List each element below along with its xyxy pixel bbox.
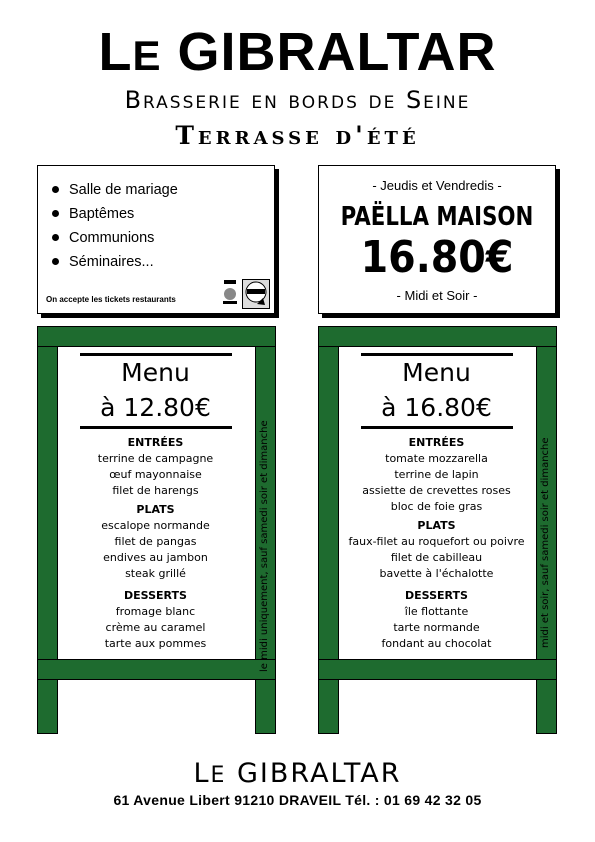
sign-rail-bottom (318, 659, 557, 680)
restaurant-title: LE GIBRALTAR (98, 22, 497, 82)
paella-days: - Jeudis et Vendredis - (372, 178, 502, 193)
tickets-note: On accepte les tickets restaurants (46, 295, 176, 304)
terrace-heading: Terrasse d'été (175, 121, 420, 150)
bullet-icon (52, 210, 59, 217)
service-item: Séminaires... (52, 254, 154, 270)
menu-item: tomate mozzarella (385, 452, 488, 465)
menu-item: steak grillé (125, 567, 186, 580)
services-box (37, 165, 275, 314)
menu-item: crème au caramel (105, 621, 206, 634)
bullet-icon (52, 234, 59, 241)
menu-price: à 16.80€ (381, 393, 492, 422)
menu-item: fondant au chocolat (381, 637, 492, 650)
bullet-icon (52, 258, 59, 265)
menu-price: à 12.80€ (100, 393, 211, 422)
section-heading: ENTRÉES (408, 436, 465, 449)
sign-rail-bottom (37, 659, 276, 680)
menu-item: terrine de lapin (394, 468, 479, 481)
sign-rail-top (318, 326, 557, 347)
menu-title: Menu (402, 358, 471, 387)
menu-item: île flottante (404, 605, 469, 618)
menu-item: endives au jambon (103, 551, 208, 564)
menu-item: tarte aux pommes (104, 637, 207, 650)
menu-rule (361, 426, 513, 429)
menu-item: filet de pangas (114, 535, 197, 548)
menu-item: fromage blanc (115, 605, 196, 618)
menu-rule (80, 353, 232, 356)
cheque-dejeuner-logo (242, 279, 270, 309)
paella-price: 16.80€ (360, 232, 514, 283)
menu-availability: le midi uniquement, sauf samedi soir et dimanche (259, 420, 270, 672)
menu-rule (80, 426, 232, 429)
section-heading: PLATS (136, 503, 175, 516)
menu-item: œuf mayonnaise (109, 468, 202, 481)
menu-item: tarte normande (393, 621, 480, 634)
menu-item: escalope normande (101, 519, 210, 532)
menu-item: bavette à l'échalotte (379, 567, 494, 580)
section-heading: ENTRÉES (127, 436, 184, 449)
menu-rule (361, 353, 513, 356)
service-item: Salle de mariage (52, 182, 178, 198)
menu-item: filet de cabilleau (390, 551, 483, 564)
paella-box (318, 165, 556, 314)
restaurant-subtitle: Brasserie en bords de Seine (124, 86, 471, 114)
menu-item: filet de harengs (112, 484, 199, 497)
section-heading: DESSERTS (405, 589, 468, 602)
ticket-restaurant-logo (222, 279, 238, 305)
section-heading: DESSERTS (124, 589, 187, 602)
footer-name: LE GIBRALTAR (193, 758, 402, 789)
bullet-icon (52, 186, 59, 193)
menu-item: faux-filet au roquefort ou poivre (348, 535, 525, 548)
menu-item: assiette de crevettes roses (362, 484, 511, 497)
footer-address: 61 Avenue Libert 91210 DRAVEIL Tél. : 01 69 42 32 05 (113, 792, 482, 808)
paella-dish: PAËLLA MAISON (340, 202, 534, 232)
menu-item: bloc de foie gras (390, 500, 483, 513)
menu-item: terrine de campagne (97, 452, 214, 465)
menu-title: Menu (121, 358, 190, 387)
service-item: Baptêmes (52, 206, 134, 222)
paella-times: - Midi et Soir - (396, 288, 478, 303)
sign-rail-top (37, 326, 276, 347)
service-item: Communions (52, 230, 154, 246)
menu-availability: midi et soir, sauf samedi soir et dimanche (540, 437, 551, 648)
section-heading: PLATS (417, 519, 456, 532)
